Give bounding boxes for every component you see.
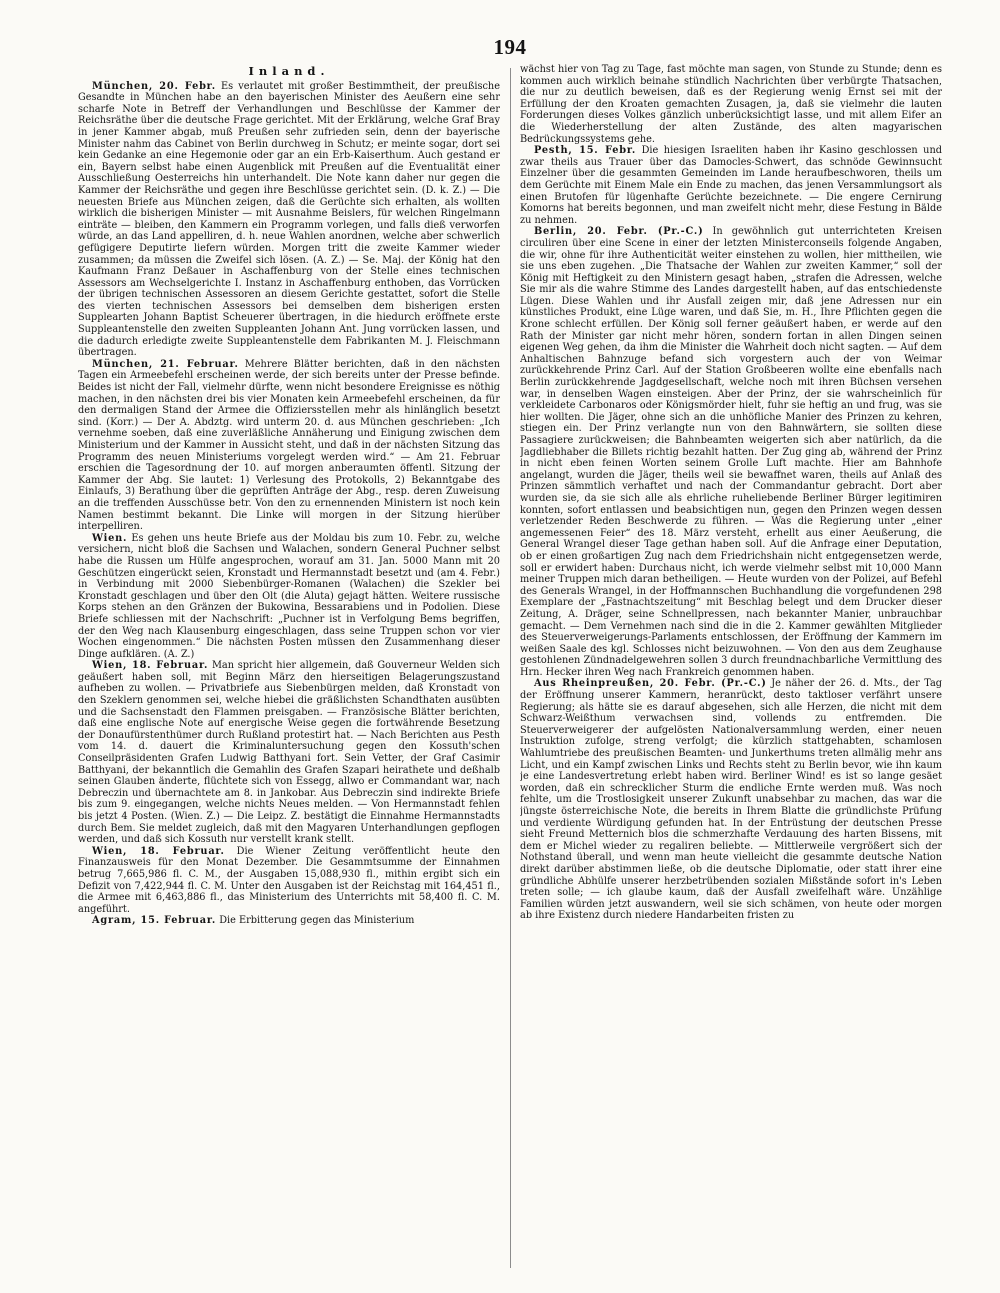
- news-item: [78, 846, 500, 916]
- dateline: Pesth, 15. Febr.: [534, 145, 637, 157]
- news-item: [520, 145, 942, 226]
- page-number: 194: [493, 35, 527, 59]
- dateline: Wien, 18. Februar.: [92, 660, 209, 672]
- news-text: Die hiesigen Israeliten haben ihr Kasino geschlossen und zwar theils aus Trauer über das Damocles-Schwert, das schnöde Gewinnsucht Einzelner über die gesammten Gemeinden im Lande heraufbeschworen, theils um dem Gerüchte mit Einem Male ein Ende zu machen, das jenen Versammlungsort als einen Brutofen für lügenhafte Gerüchte bezeichnete. — Die engere Cernirung Komorns hat bereits begonnen, und man zweifelt nicht mehr, diese Festung in Bälde zu nehmen.: [520, 145, 942, 226]
- news-item: [78, 81, 500, 359]
- dateline: Wien.: [92, 532, 128, 544]
- dateline: Wien, 18. Februar.: [92, 845, 225, 857]
- news-text: Die Erbitterung gegen das Ministerium: [219, 915, 415, 927]
- right-column: [520, 64, 942, 1279]
- news-text: Es verlautet mit großer Bestimmtheit, der preußische Gesandte in München habe an den bayerischen Minister des Aeußern eine sehr scharfe Note in Betreff der Verhandlungen und Beschlüsse der Kammer der Reichsräthe über die deutsche Frage gerichtet. Mit der Erklärung, welche Graf Bray in jener Kammer abgab, muß Preußen sehr zufrieden sein, denn der bayerische Minister nahm das Cabinet von Berlin durchweg in Schutz; er meinte sogar, dort sei kein Gedanke an eine Hegemonie oder gar an ein Erb-Kaiserthum. Auch gestand er ein, Bayern selbst habe einen Augenblick mit Preußen auf die Eventualität einer Ausschließung Oesterreichs hin unterhandelt. Die Note kann daher nur gegen die Kammer der Reichsräthe und gegen ihre Beschlüsse gerichtet sein. (D. k. Z.) — Die neuesten Briefe aus München zeigen, daß die Gerüchte sich erhalten, als wollten wirklich die bisherigen Minister — mit Ausnahme Beislers, für welchen Ringelmann einträte — bleiben, den Kammern ein Programm vorlegen, und falls dieß verworfen würde, an das Land appelliren, d. h. neue Wahlen anordnen, welche aber schwerlich gefügigere Deputirte liefern würden. Morgen tritt die zweite Kammer wieder zusammen; da müssen die Zweifel sich lösen. (A. Z.) — Se. Maj. der König hat den Kaufmann Franz Deßauer in Aschaffenburg von der Stelle eines technischen Assessors am Wechselgerichte I. Instanz in Aschaffenburg enthoben, das Vorrücken der übrigen technischen Assessoren an diesem Gerichte gestattet, sofort die Stelle des vierten technischen Assessors bei demselben dem bisherigen ersten Supplearten Johann Baptist Scheuerer übertragen, in die hiedurch eröffnete erste Suppleantenstelle den zweiten Suppleanten Johann Ant. Jung vorrücken lassen, und die dadurch erledigte zweite Suppleantenstelle dem Fabrikanten M. J. Fleischmann übertragen.: [78, 80, 500, 359]
- news-text: wächst hier von Tag zu Tage, fast möchte man sagen, von Stunde zu Stunde; denn es kommen auch wirklich beinahe stündlich Nachrichten über verbürgte Thatsachen, die nur zu deutlich beweisen, daß es der Regierung wenig Ernst sei mit der Erfüllung der den Kroaten gemachten Zusagen, ja, daß sie vielmehr die lauten Forderungen dieses Volkes gänzlich unberücksichtigt lasse, und mit allem Eifer an die Wiederherstellung der alten Zustände, des alten magyarischen Bedrückungssystems gehe.: [520, 64, 942, 145]
- dateline: Aus Rheinpreußen, 20. Febr. (Pr.-C.): [534, 678, 767, 690]
- dateline: Berlin, 20. Febr. (Pr.-C.): [534, 226, 704, 238]
- column-divider: [510, 68, 511, 1268]
- dateline: München, 21. Februar.: [92, 358, 239, 370]
- news-item: [520, 678, 942, 921]
- news-item: [78, 660, 500, 846]
- news-item: [520, 226, 942, 678]
- news-text: Mehrere Blätter berichten, daß in den nächsten Tagen ein Armeebefehl erscheinen werde, der sich bereits unter der Presse befinde. Beides ist nicht der Fall, vielmehr dürfte, wenn nicht besondere Ereignisse es nöthig machen, in den nächsten drei bis vier Monaten kein Armeebefehl erscheinen, da für den dermaligen Stand der Armee die Offiziersstellen mehr als hinlänglich besetzt sind. (Korr.) — Der A. Abdztg. wird unterm 20. d. aus München geschrieben: „Ich vernehme soeben, daß eine zuverläßliche Annäherung und Einigung zwischen dem Ministerium und der Kammer in Aussicht steht, und daß in der nächsten Sitzung das Programm des neuen Ministeriums vorgelegt werden wird.“ — Am 21. Februar erschien die Tagesordnung der 10. auf morgen anberaumten öffentl. Sitzung der Kammer der Abg. Sie lautet: 1) Verlesung des Protokolls, 2) Bekanntgabe des Einlaufs, 3) Berathung über die geprüften Anträge der Abg., resp. deren Zuweisung an die treffenden Ausschüsse betr. Von den zu ernennenden Ministern ist noch kein Namen bestimmt bekannt. Die Linke will morgen in der Sitzung hierüber interpelliren.: [78, 358, 500, 533]
- news-text: Es gehen uns heute Briefe aus der Moldau bis zum 10. Febr. zu, welche versichern, nicht bloß die Sachsen und Walachen, sondern General Puchner selbst habe die Russen um Hülfe angesprochen, worauf am 31. Jan. 5000 Mann mit 20 Geschützen eingerückt seien, Kronstadt und Hermannstadt besetzt und (am 4. Febr.) in Verbindung mit 2000 Siebenbürger-Romanen (Walachen) die Szekler bei Kronstadt geschlagen und über den Olt (die Aluta) gejagt hätten. Weitere russische Korps stehen an den Gränzen der Bukowina, Bessarabiens und in Podolien. Diese Briefe schliessen mit der Nachschrift: „Puchner ist in Verfolgung Bems begriffen, der den Weg nach Klausenburg eingeschlagen, dass seine Truppen schon vor vier Wochen eingenommen.“ Die nächsten Posten müssen den Zusammenhang dieser Dinge aufklären. (A. Z.): [78, 532, 500, 660]
- news-item: [78, 533, 500, 661]
- section-heading: Inland.: [248, 64, 330, 78]
- news-item: [78, 915, 500, 927]
- news-item-continuation: [520, 64, 942, 145]
- dateline: München, 20. Febr.: [92, 80, 216, 92]
- news-text: Je näher der 26. d. Mts., der Tag der Eröffnung unserer Kammern, heranrückt, desto taktloser verfährt unsere Regierung; als hätte sie es darauf abgesehen, sich alle Herzen, die nicht mit dem Schwarz-Weißthum verwachsen sind, vollends zu entfremden. Die Steuerverweigerer der aufgelösten Nationalversammlung werden, einer neuen Instruktion zufolge, streng verfolgt; die kürzlich stattgehabten, schamlosen Wahlumtriebe des preußischen Beamten- und Junkerthums treten allmälig mehr ans Licht, und ein Kampf zwischen Links und Rechts steht zu Berlin bevor, wie ihn kaum je eine Landesvertretung erlebt haben wird. Berliner Wind! es ist so lange gesäet worden, daß ein schrecklicher Sturm die endliche Ernte werden muß. Was noch fehlte, um die Trostlosigkeit unserer Zukunft unabsehbar zu machen, das war die jüngste österreichische Note, die bereits in Ihrem Blatte die gründlichste Prüfung und verdiente Würdigung gefunden hat. In der Entrüstung der deutschen Presse sieht Freund Metternich blos die schmerzhafte Verdauung des harten Bissens, mit dem er Michel wieder zu regaliren beliebte. — Mittlerweile vergrößert sich der Nothstand überall, und wenn man heute vielleicht die gesammte deutsche Nation direkt darüber abstimmen ließe, ob die deutsche Diplomatie, oder statt ihrer eine gründliche Abhülfe unserer herzbetrübenden sozialen Mißstände sofort in's Leben treten solle; — ich glaube kaum, daß der Ausfall zweifelhaft wäre. Unzählige Familien würden jetzt auswandern, weil sie sich schämen, von heute oder morgen ab ihre Existenz durch niedere Handarbeiten fristen zu: [520, 678, 942, 922]
- news-text: Man spricht hier allgemein, daß Gouverneur Welden sich geäußert haben soll, mit Beginn März den hierseitigen Belagerungszustand aufheben zu wollen. — Privatbriefe aus Siebenbürgen melden, daß Kronstadt von den Szeklern genommen sei, welche hiebei die gräßlichsten Schandthaten ausübten und die Sachsenstadt den Flammen preisgaben. — Französische Blätter berichten, daß eine englische Note auf energische Weise gegen die fortwährende Besetzung der Donaufürstenthümer durch Rußland protestirt hat. — Nach Berichten aus Pesth vom 14. d. dauert die Kriminaluntersuchung gegen den Kossuth'schen Conseilpräsidenten Grafen Ludwig Batthyani fort. Sein Vetter, der Graf Casimir Batthyani, der bekanntlich die Gemahlin des Grafen Szapari heirathete und deßhalb seinen Glauben änderte, flüchtete sich von Essegg, allwo er Commandant war, nach Debreczin und übernachtete am 8. in Jankobar. Aus Debreczin sind indirekte Briefe bis zum 9. eingegangen, welche nichts Neues melden. — Von Hermannstadt fehlen bis jetzt 4 Posten. (Wien. Z.) — Die Leipz. Z. bestätigt die Einnahme Hermannstadts durch Bem. Sie meldet zugleich, daß mit den Magyaren Unterhandlungen gepflogen werden, und daß sich Kossuth nur verstellt krank stellt.: [78, 660, 500, 846]
- news-item: [78, 359, 500, 533]
- left-column: [78, 64, 500, 1279]
- two-column-body: [78, 64, 942, 1279]
- news-text: Die Wiener Zeitung veröffentlicht heute den Finanzausweis für den Monat Dezember. Die Gesammtsumme der Einnahmen betrug 7,665,986 fl. C. M., der Ausgaben 15,088,930 fl., mithin ergibt sich ein Defizit von 7,422,944 fl. C. M. Unter den Ausgaben ist der Reichstag mit 164,451 fl., die Armee mit 6,463,886 fl., das Ministerium des Unterrichts mit 58,400 fl. C. M. angeführt.: [78, 845, 500, 915]
- news-text: In gewöhnlich gut unterrichteten Kreisen circuliren über eine Scene in einer der letzten Ministerconseils folgende Angaben, die wir, ohne für ihre Authenticität weiter einstehen zu wollen, hier mittheilen, wie sie uns eben zugehen. „Die Thatsache der Wahlen zur zweiten Kammer,“ soll der König mit Heftigkeit zu den Ministern gesagt haben, „strafen die Adressen, welche Sie mir als die wahre Stimme des Landes dargestellt haben, auf das entschiedenste Lügen. Diese Wahlen und ihr Ausfall zeigen mir, daß jene Adressen nur ein künstliches Produkt, eine Lüge waren, und daß Sie, m. H., Ihre Pflichten gegen die Krone schlecht erfüllen. Der König soll ferner geäußert haben, er werde auf den Rath der Minister gar nicht mehr hören, sondern fortan in allen Dingen seinen eigenen Weg gehen, da ihm die Minister die Wahrheit doch nicht sagten. — Auf dem Anhaltischen Bahnzuge befand sich vorgestern auch der von Weimar zurückkehrende Prinz Carl. Auf der Station Großbeeren wollte eine ebenfalls nach Berlin zurückkehrende Jagdgesellschaft, welche noch mit ihren Büchsen versehen war, in denselben Wagen einsteigen. Aber der Prinz, der sie wahrscheinlich für verkleidete Carbonaros oder Königsmörder hielt, fuhr sie heftig an und frug, was sie hier wollten. Die Jäger, ohne sich an die unhöfliche Manier des Prinzen zu kehren, stiegen ein. Der Prinz verlangte nun von den Bahnwärtern, sie sollten diese Passagiere zurückweisen; die Bahnbeamten weigerten sich aber natürlich, da die Jagdliebhaber die Billets richtig bezahlt hatten. Der Zug ging ab, während der Prinz in nicht eben feinen Worten seinem Grolle Luft machte. Hier am Bahnhofe angelangt, wurden die Jäger, theils weil sie bewaffnet waren, theils auf Anlaß des Prinzen sämmtlich verhaftet und nach der Commandantur gebracht. Dort aber wurden sie, da sie sich alle als ehrliche ruheliebende Berliner Bürger legitimiren konnten, sofort entlassen und beabsichtigen nun, gegen den Prinzen wegen dessen verletzender Reden Beschwerde zu führen. — Was die Regierung unter „einer angemessenen Feier“ des 18. März versteht, erhellt aus einer Aeußerung, die General Wrangel dieser Tage gethan haben soll. Auf die Anfrage einer Deputation, ob er einen großartigen Zug nach dem Friedrichshain nicht entgegensetzen werde, soll er erwidert haben: Durchaus nicht, ich werde vielmehr selbst mit 10,000 Mann meiner Truppen mich daran betheiligen. — Heute wurden von der Polizei, auf Befehl des Generals Wrangel, in der Hoffmannschen Buchhandlung die vorgefundenen 298 Exemplare der „Fastnachtszeitung“ mit Beschlag belegt und dem Drucker dieser Zeitung, A. Dräger, seine Schnellpressen, nach bekannter Manier, unbrauchbar gemacht. — Dem Vernehmen nach sind die in die 2. Kammer gewählten Mitglieder des Steuerverweigerungs-Parlaments entschlossen, der Eröffnung der Kammern im weißen Saale des kgl. Schlosses nicht beizuwohnen. — Von den aus dem Zeughause gestohlenen Zündnadelgewehren sollen 3 durch freundnachbarliche Vermittlung des Hrn. Hecker ihren Weg nach Frankreich genommen haben.: [520, 226, 942, 678]
- dateline: Agram, 15. Februar.: [92, 915, 217, 927]
